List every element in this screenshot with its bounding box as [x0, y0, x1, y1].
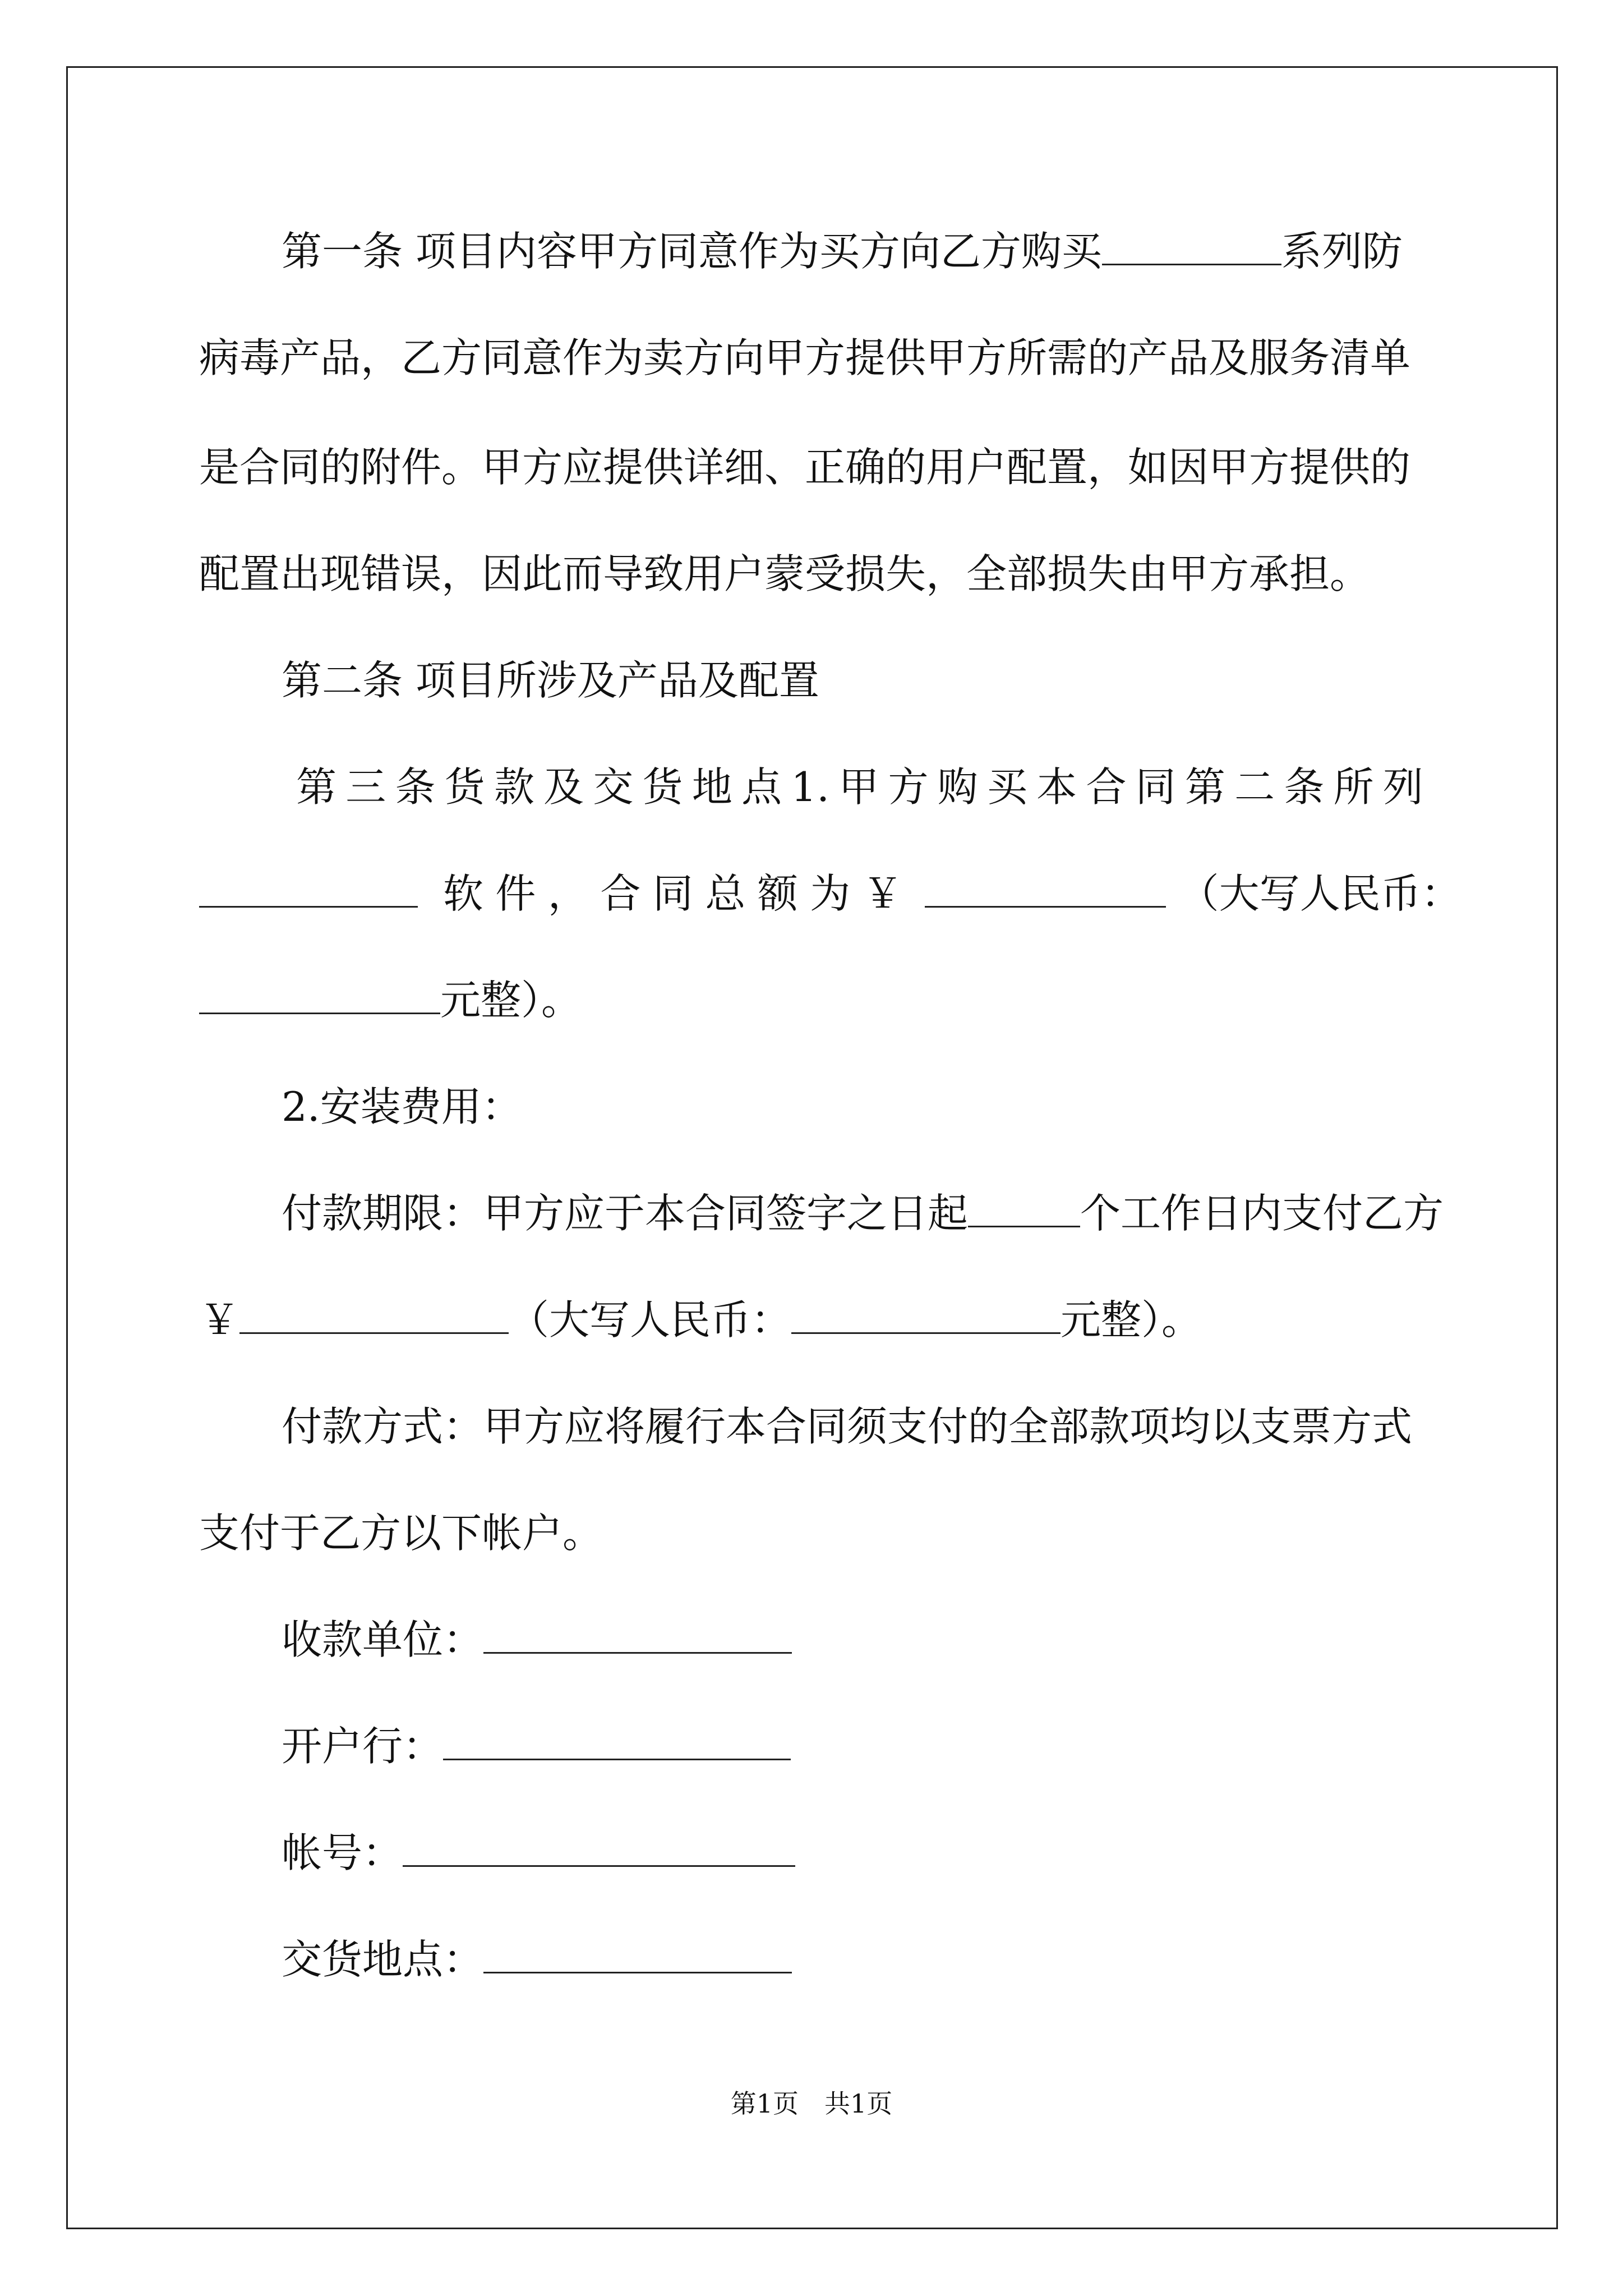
article3-char: 合: [1086, 763, 1127, 811]
article3-char: 额: [757, 870, 798, 917]
account-no-blank[interactable]: [403, 1830, 795, 1867]
article3-char: 第: [1184, 763, 1225, 811]
payment-method-line1: 付款方式：甲方应将履行本合同须支付的全部款项均以支票方式: [282, 1403, 1413, 1450]
article3-char: 二: [1234, 763, 1275, 811]
article3-char: 所: [1333, 763, 1374, 811]
article3-char: 同: [1135, 763, 1176, 811]
yuan-symbol: ￥: [199, 1296, 240, 1343]
payee-line: [282, 1613, 792, 1667]
article1-line1-text: 第一条 项目内容甲方同意作为买方向乙方购买: [282, 228, 1102, 275]
article3-char: 同: [652, 870, 693, 917]
article1-line1-tail: 系列防: [1281, 228, 1403, 275]
article3-char: 三: [345, 763, 386, 811]
article3-char: 总: [705, 870, 746, 917]
article3-char: 为: [810, 870, 851, 917]
article3-char: ￥: [862, 870, 903, 917]
article2-heading: 第二条 项目所涉及产品及配置: [282, 657, 819, 704]
delivery-label: 交货地点：: [282, 1936, 484, 1983]
article3-char: 交: [593, 763, 634, 811]
bank-blank[interactable]: [443, 1724, 791, 1760]
payment-term-tail: 个工作日内支付乙方: [1080, 1190, 1444, 1237]
article3-char: 件: [495, 870, 536, 917]
payment-amount-blank[interactable]: [239, 1297, 509, 1334]
article3-char: 软: [442, 870, 483, 917]
payment-term-end: 元整）。: [1061, 1296, 1202, 1343]
article3-char: 款: [494, 763, 534, 811]
article3-char: 币: [1380, 870, 1421, 917]
article3-char: 人: [1299, 870, 1340, 917]
article3-char: 本: [1036, 763, 1077, 811]
article3-char: 条: [395, 763, 436, 811]
total-amount-upper-blank[interactable]: [199, 978, 440, 1014]
delivery-line: [282, 1932, 792, 1986]
article1-line4: 配置出现错误，因此而导致用户蒙受损失，全部损失由甲方承担。: [199, 550, 1371, 597]
article3-line1: [296, 760, 1423, 814]
article3-line2: [199, 867, 1461, 921]
article3-char: 甲: [838, 763, 879, 811]
payment-term-line1: [282, 1186, 1444, 1240]
working-days-blank[interactable]: [968, 1191, 1080, 1227]
amount-upper-text: [1179, 867, 1459, 921]
account-no-label: 帐号：: [282, 1829, 403, 1876]
payment-upper-text: （大写人民币：: [509, 1296, 792, 1343]
page-number: 第1页 共1页: [730, 2088, 893, 2119]
article3-char: 条: [1284, 763, 1325, 811]
article3-char: 列: [1382, 763, 1423, 811]
article1-line2: 病毒产品，乙方同意作为卖方向甲方提供甲方所需的产品及服务清单: [199, 334, 1411, 381]
page-border: [66, 66, 1558, 2229]
article3-char: 地: [691, 763, 732, 811]
article1-line3: 是合同的附件。甲方应提供详细、正确的用户配置，如因甲方提供的: [199, 444, 1411, 491]
article3-char: 点: [741, 763, 782, 811]
payment-upper-blank[interactable]: [791, 1297, 1061, 1334]
bank-line: [282, 1719, 791, 1773]
payee-blank[interactable]: [483, 1617, 792, 1654]
article3-char: ：: [1421, 870, 1461, 917]
article3-char: 方: [888, 763, 929, 811]
install-fee-label: 2.安装费用：: [282, 1083, 522, 1130]
article3-char: 1.: [791, 763, 830, 811]
delivery-blank[interactable]: [483, 1937, 792, 1973]
software-blank[interactable]: [199, 871, 418, 908]
article3-char: 第: [296, 763, 337, 811]
payment-term-line2: [199, 1293, 1202, 1347]
payment-method-line2: 支付于乙方以下帐户。: [199, 1510, 603, 1557]
article3-char: 写: [1259, 870, 1300, 917]
account-no-line: [282, 1826, 795, 1880]
article3-char: 买: [986, 763, 1027, 811]
article3-char: 及: [543, 763, 584, 811]
article3-char: 货: [444, 763, 485, 811]
article3-char: 货: [642, 763, 683, 811]
payment-term-text: 付款期限：甲方应于本合同签字之日起: [282, 1190, 969, 1237]
article3-char: 购: [937, 763, 978, 811]
article1-line1: [282, 224, 1403, 278]
article3-char: 民: [1340, 870, 1381, 917]
product-series-blank[interactable]: [1102, 229, 1281, 265]
total-amount-blank[interactable]: [925, 871, 1166, 908]
article3-line3: [199, 973, 582, 1027]
article3-char: ，: [547, 870, 588, 917]
article3-char: 合: [600, 870, 641, 917]
article3-line3-text: 元整）。: [440, 977, 582, 1024]
article3-char: （大: [1178, 870, 1260, 917]
payee-label: 收款单位：: [282, 1616, 484, 1663]
software-text: [443, 867, 903, 921]
bank-label: 开户行：: [282, 1723, 444, 1770]
